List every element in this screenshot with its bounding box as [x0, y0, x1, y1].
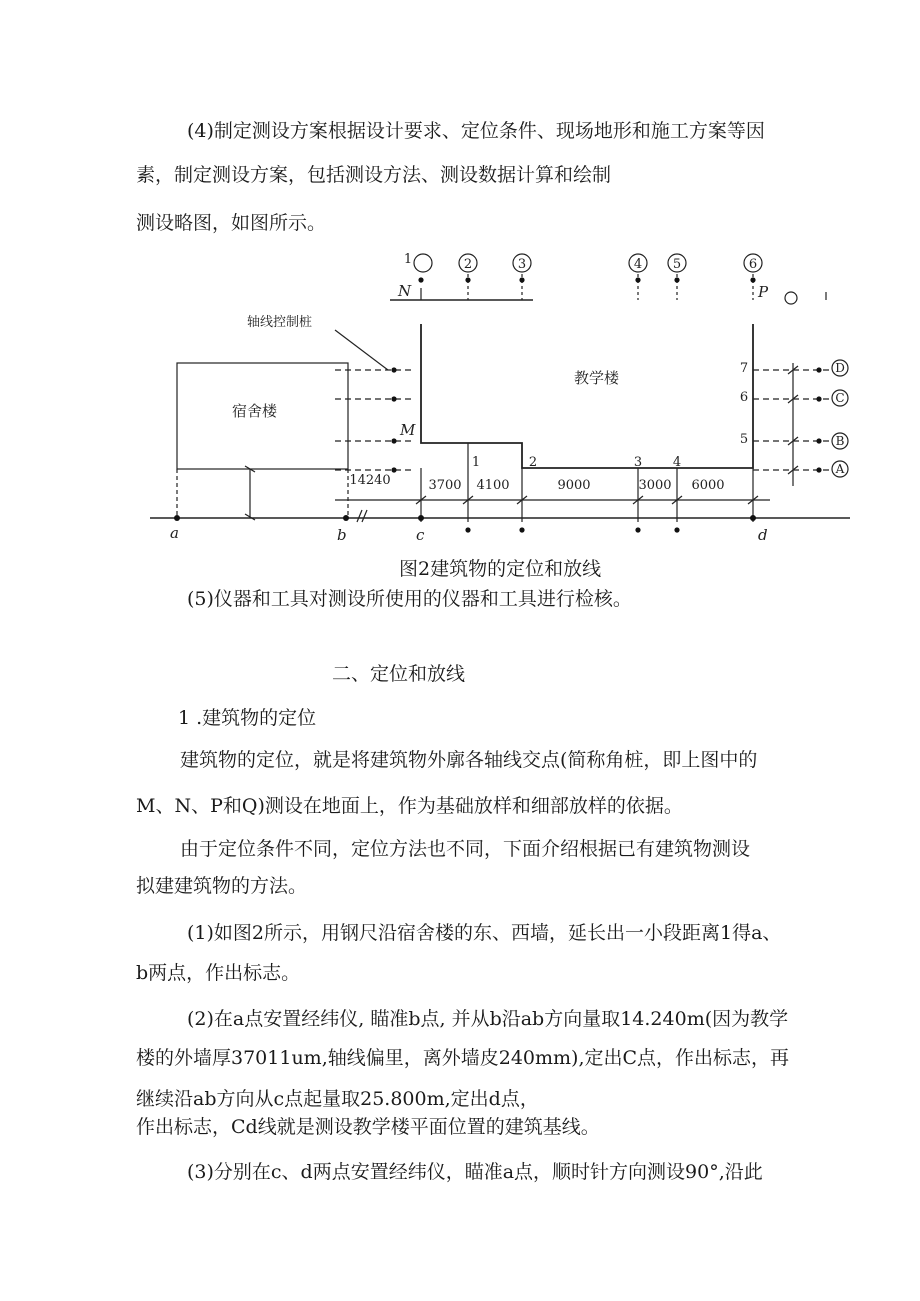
- axis-label-b: B: [835, 434, 845, 448]
- diagram-svg: [150, 238, 860, 558]
- axis-label-a: A: [835, 462, 845, 476]
- stake-bottom-3: [635, 527, 640, 532]
- point-b-label: b: [337, 526, 347, 544]
- dimension-4100: 4100: [476, 478, 510, 493]
- point-b-mark: [343, 515, 349, 521]
- step-1-line-1: (1)如图2所示，用钢尺沿宿舍楼的东、西墙，延长出一小段距离1得a、: [187, 922, 782, 944]
- axis-label-d: D: [835, 361, 845, 375]
- point-d-label: d: [758, 526, 768, 544]
- stake-top-4: [635, 277, 640, 282]
- axis-control-pile-label: 轴线控制桩: [247, 315, 313, 330]
- step-2-line-1: (2)在a点安置经纬仪, 瞄准b点, 并从b沿ab方向量取14.240m(因为教学: [187, 1008, 789, 1030]
- top-axis-label-3: 3: [517, 257, 527, 272]
- right-number-7: 7: [739, 361, 749, 376]
- stake-right-d: [816, 367, 821, 372]
- step-2-line-2: 楼的外墙厚37011um,轴线偏里，离外墙皮240mm),定出C点，作出标志，再: [136, 1047, 790, 1069]
- top-axis-circle-1: [414, 254, 432, 272]
- corner-p-label: P: [758, 283, 769, 301]
- break-mark-2: [362, 510, 367, 522]
- step-3-line-1: (3)分别在c、d两点安置经纬仪，瞄准a点，顺时针方向测设90°,沿此: [187, 1161, 763, 1183]
- break-mark-1: [357, 510, 362, 522]
- corner-m-label: M: [400, 421, 416, 439]
- para-4-line-3: 测设略图，如图所示。: [136, 212, 327, 234]
- top-axis-label-2: 2: [463, 257, 473, 272]
- top-axis-label-5: 5: [672, 257, 682, 272]
- stake-top-2: [465, 277, 470, 282]
- figure-caption: 图2建筑物的定位和放线: [399, 558, 602, 580]
- definition-line-2: M、N、P和Q)测设在地面上，作为基础放样和细部放样的依据。: [136, 795, 683, 817]
- dimension-3700: 3700: [428, 478, 462, 493]
- point-d-mark: [750, 515, 756, 521]
- dimension-6000: 6000: [691, 478, 725, 493]
- point-a-mark: [174, 515, 180, 521]
- dimension-9000: 9000: [557, 478, 591, 493]
- inner-label-2: 2: [528, 455, 538, 470]
- para-5: (5)仪器和工具对测设所使用的仪器和工具进行检核。: [187, 588, 632, 610]
- sub-heading: 1 .建筑物的定位: [178, 707, 317, 729]
- top-axis-label-6: 6: [748, 257, 758, 272]
- para-4-line-2: 素，制定测设方案，包括测设方法、测设数据计算和绘制: [136, 164, 612, 186]
- stake-bottom-1: [465, 527, 470, 532]
- top-axis-label-4: 4: [633, 257, 643, 272]
- section-heading: 二、定位和放线: [332, 663, 466, 685]
- stake-bottom-2: [519, 527, 524, 532]
- stake-left-c: [391, 396, 396, 401]
- stake-right-b: [816, 438, 821, 443]
- top-axis-label-1: 1: [403, 252, 413, 267]
- step-1-line-2: b两点，作出标志。: [136, 962, 301, 984]
- para-4-line-1: (4)制定测设方案根据设计要求、定位条件、现场地形和施工方案等因: [187, 120, 765, 142]
- stake-left-a: [391, 467, 396, 472]
- stake-left-b: [391, 438, 396, 443]
- stake-bottom-4: [674, 527, 679, 532]
- right-number-5: 5: [739, 432, 749, 447]
- stake-top-5: [674, 277, 679, 282]
- conditions-line-2: 拟建建筑物的方法。: [136, 875, 308, 897]
- step-2-line-4: 作出标志，Cd线就是测设教学楼平面位置的建筑基线。: [136, 1116, 600, 1138]
- step-2-line-3: 继续沿ab方向从c点起量取25.800m,定出d点，: [136, 1088, 539, 1110]
- right-number-6: 6: [739, 390, 749, 405]
- dimension-3000: 3000: [638, 478, 672, 493]
- scribble-circle: [785, 292, 797, 304]
- inner-label-3: 3: [633, 455, 643, 470]
- point-a-label: a: [170, 524, 179, 542]
- corner-n-label: N: [398, 282, 412, 300]
- point-c-label: c: [416, 526, 425, 544]
- point-c-mark: [418, 515, 424, 521]
- axis-label-c: C: [835, 391, 845, 405]
- dormitory-label: 宿舍楼: [232, 402, 278, 420]
- stake-right-a: [816, 467, 821, 472]
- dimension-14240: 14240: [349, 473, 391, 488]
- inner-label-1: 1: [471, 455, 481, 470]
- positioning-diagram: [150, 238, 860, 558]
- stake-left-d: [391, 367, 396, 372]
- inner-label-4: 4: [672, 455, 682, 470]
- school-label: 教学楼: [574, 369, 620, 387]
- stake-top-6: [750, 277, 755, 282]
- stake-top-1: [418, 277, 423, 282]
- stake-right-c: [816, 396, 821, 401]
- label-leader-line: [335, 330, 388, 370]
- conditions-line-1: 由于定位条件不同，定位方法也不同，下面介绍根据已有建筑物测设: [180, 838, 751, 860]
- definition-line-1: 建筑物的定位，就是将建筑物外廓各轴线交点(简称角桩，即上图中的: [180, 749, 758, 771]
- school-outline: [421, 324, 753, 468]
- stake-top-3: [519, 277, 524, 282]
